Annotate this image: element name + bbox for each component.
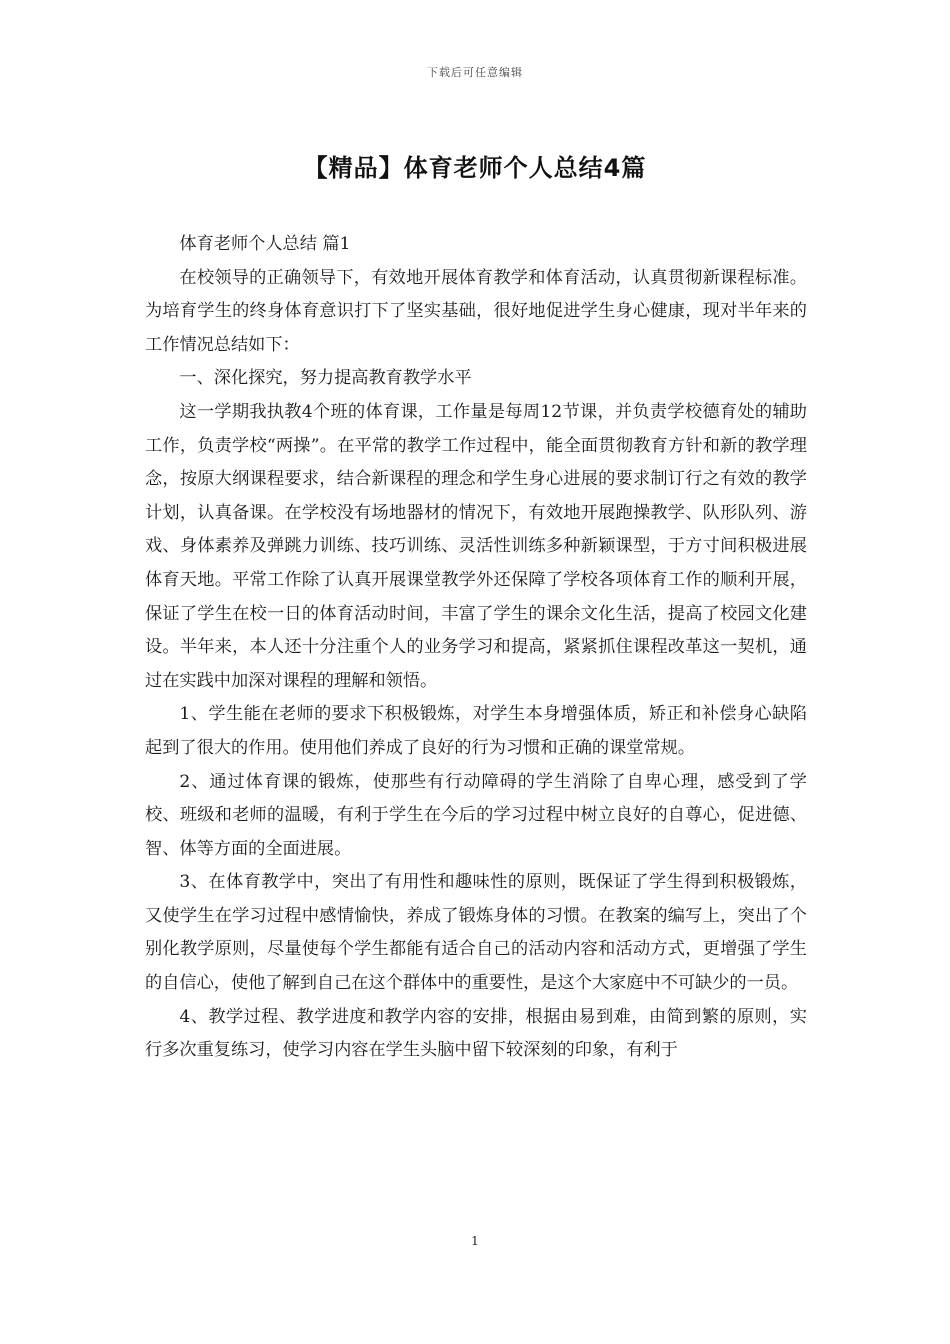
paragraph: 在校领导的正确领导下，有效地开展体育教学和体育活动，认真贯彻新课程标准。为培育学生的终身体育意识打下了坚实基础，很好地促进学生身心健康，现对半年来的工作情况总结如下： — [145, 267, 807, 355]
section-heading: 体育老师个人总结 篇1 — [179, 234, 351, 254]
header-note: 下载后可任意编辑 — [427, 66, 523, 79]
paragraph: 4、教学过程、教学进度和教学内容的安排，根据由易到难，由简到繁的原则，实行多次重复练习，使学习内容在学生头脑中留下较深刻的印象，有利于 — [145, 1006, 807, 1061]
document-title: 【精品】体育老师个人总结4篇 — [303, 154, 647, 182]
paragraph: 1、学生能在老师的要求下积极锻炼，对学生本身增强体质，矫正和补偿身心缺陷起到了很大的作用。使用他们养成了良好的行为习惯和正确的课堂常规。 — [145, 704, 807, 758]
document-body — [145, 228, 807, 1068]
paragraph: 3、在体育教学中，突出了有用性和趣味性的原则，既保证了学生得到积极锻炼，又使学生在学习过程中感情愉快，养成了锻炼身体的习惯。在教案的编写上，突出了个别化教学原则，尽量使每个学生都能有适合自己的活动内容和活动方式，更增强了学生的自信心，使他了解到自己在这个群体中的重要性，是这个大家庭中不可缺少的一员。 — [145, 872, 807, 994]
subsection-heading: 一、深化探究，努力提高教育教学水平 — [179, 368, 472, 389]
paragraph: 2、通过体育课的锻炼，使那些有行动障碍的学生消除了自卑心理，感受到了学校、班级和老师的温暖，有利于学生在今后的学习过程中树立良好的自尊心，促进德、智、体等方面的全面进展。 — [145, 771, 807, 859]
page-number: 1 — [471, 1234, 479, 1248]
paragraph: 这一学期我执教4个班的体育课，工作量是每周12节课，并负责学校德育处的辅助工作，负责学校“两操”。在平常的教学工作过程中，能全面贯彻教育方针和新的教学理念，按原大纲课程要求，结合新课程的理念和学生身心进展的要求制订行之有效的教学计划，认真备课。在学校没有场地器材的情况下，有效地开展跑操教学、队形队列、游戏、身体素养及弹跳力训练、技巧训练、灵活性训练多种新颖课型，于方寸间积极进展体育天地。平常工作除了认真开展课堂教学外还保障了学校各项体育工作的顺利开展，保证了学生在校一日的体育活动时间，丰富了学生的课余文化生活，提高了校园文化建设。半年来，本人还十分注重个人的业务学习和提高，紧紧抓住课程改革这一契机，通过在实践中加深对课程的理解和领悟。 — [145, 401, 807, 691]
